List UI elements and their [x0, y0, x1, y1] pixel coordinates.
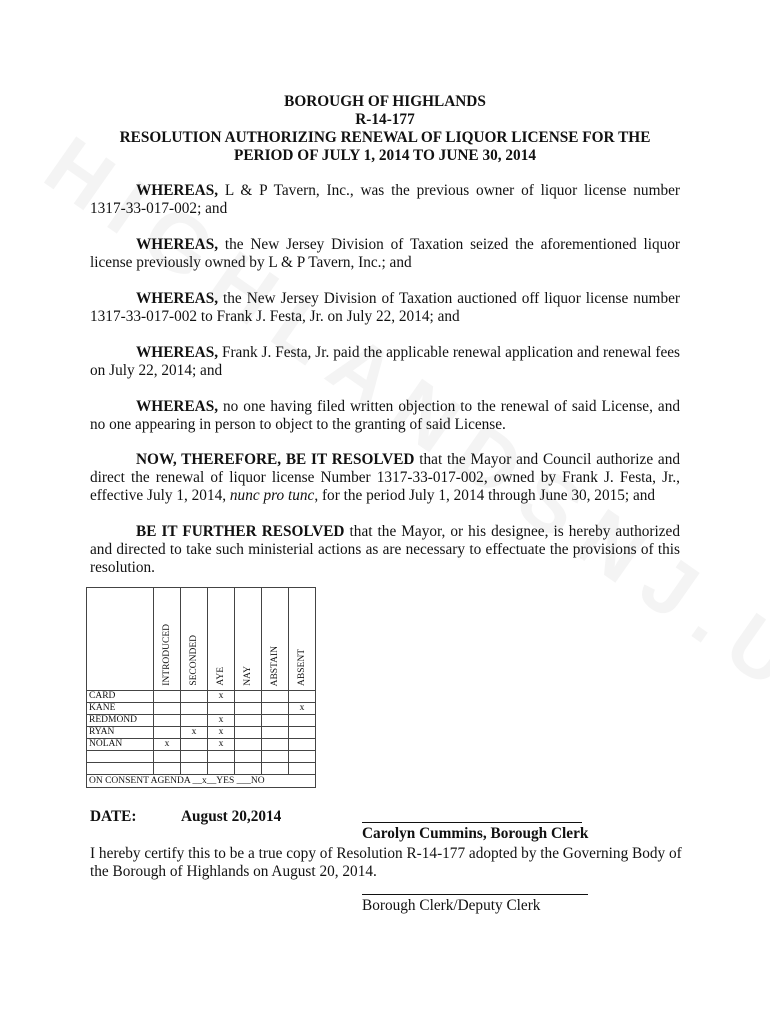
vote-header-blank — [87, 588, 154, 691]
consent-agenda-row — [87, 775, 316, 788]
signature-label: Borough Clerk/Deputy Clerk — [362, 897, 541, 914]
certification-text: I hereby certify this to be a true copy of Resolution R-14-177 adopted by the Governing Body of the Borough of Highlands on August 20, 2014. — [90, 845, 682, 880]
date-value: August 20,2014 — [181, 808, 282, 825]
vote-row — [87, 763, 316, 775]
resolution-number: R-14-177 — [355, 111, 415, 128]
resolution-title-line1: RESOLUTION AUTHORIZING RENEWAL OF LIQUOR LICENSE FOR THE — [119, 129, 651, 146]
date-label: DATE: — [90, 808, 137, 825]
member-name: KANE — [87, 703, 154, 715]
col-aye: AYE — [208, 588, 235, 691]
para-italic: nunc pro tunc — [229, 487, 315, 504]
para-lead: WHEREAS, — [136, 344, 219, 361]
para-lead: WHEREAS, — [136, 182, 219, 199]
clerk-name: Carolyn Cummins, Borough Clerk — [362, 825, 589, 842]
vote-table — [86, 587, 316, 788]
paragraph-resolved — [90, 451, 680, 505]
col-nay: NAY — [235, 588, 262, 691]
para-text: that the Mayor and Council authorize and direct the renewal of liquor license Number 1317-33-017-002, owned by Frank J. Festa, Jr., effective July 1, 2014, — [90, 451, 680, 504]
para-text: that the Mayor, or his designee, is hereby authorized and directed to take such ministerial actions as are necessary to effectuate the provisions of this resolution. — [90, 523, 680, 576]
col-abstain: ABSTAIN — [262, 588, 289, 691]
para-lead: BE IT FURTHER RESOLVED — [136, 523, 345, 540]
borough-title: BOROUGH OF HIGHLANDS — [284, 93, 486, 110]
col-absent: ABSENT — [289, 588, 316, 691]
para-lead: WHEREAS, — [136, 290, 219, 307]
resolution-header — [90, 93, 680, 165]
paragraph-further-resolved — [90, 523, 680, 577]
member-name: CARD — [87, 691, 154, 703]
para-text: the New Jersey Division of Taxation seized the aforementioned liquor license previously owned by L & P Tavern, Inc.; and — [90, 236, 680, 271]
para-text-2: , for the period July 1, 2014 through June 30, 2015; and — [314, 487, 656, 504]
col-introduced: INTRODUCED — [154, 588, 181, 691]
para-text: the New Jersey Division of Taxation auctioned off liquor license number 1317-33-017-002 to Frank J. Festa, Jr. on July 22, 2014; and — [90, 290, 680, 325]
vote-row: CARD x — [87, 691, 316, 703]
resolution-title-line2: PERIOD OF JULY 1, 2014 TO JUNE 30, 2014 — [233, 147, 536, 164]
para-lead: WHEREAS, — [136, 398, 219, 415]
vote-row: REDMOND x — [87, 715, 316, 727]
paragraph-whereas-3 — [90, 290, 680, 326]
para-text: L & P Tavern, Inc., was the previous owner of liquor license number 1317-33-017-002; and — [90, 182, 680, 217]
vote-row: RYAN x x — [87, 727, 316, 739]
signature-line — [362, 822, 582, 823]
paragraph-whereas-2 — [90, 236, 680, 272]
vote-header-row — [87, 588, 316, 691]
signature-line-2 — [362, 894, 588, 895]
member-name: REDMOND — [87, 715, 154, 727]
vote-row: NOLAN x x — [87, 739, 316, 751]
member-name: NOLAN — [87, 739, 154, 751]
consent-agenda: ON CONSENT AGENDA __x__YES ___NO — [87, 775, 316, 788]
member-name — [87, 763, 154, 775]
date-line — [90, 808, 282, 826]
paragraph-whereas-1 — [90, 182, 680, 218]
para-lead: WHEREAS, — [136, 236, 219, 253]
vote-row — [87, 751, 316, 763]
member-name: RYAN — [87, 727, 154, 739]
vote-row: KANE x — [87, 703, 316, 715]
para-lead: NOW, THEREFORE, BE IT RESOLVED — [136, 451, 415, 468]
para-text: no one having filed written objection to the renewal of said License, and no one appearing in person to object to the granting of said License. — [90, 398, 680, 433]
paragraph-whereas-5 — [90, 398, 680, 434]
para-text: Frank J. Festa, Jr. paid the applicable renewal application and renewal fees on July 22, 2014; and — [90, 344, 680, 379]
paragraph-whereas-4 — [90, 344, 680, 380]
member-name — [87, 751, 154, 763]
col-seconded: SECONDED — [181, 588, 208, 691]
